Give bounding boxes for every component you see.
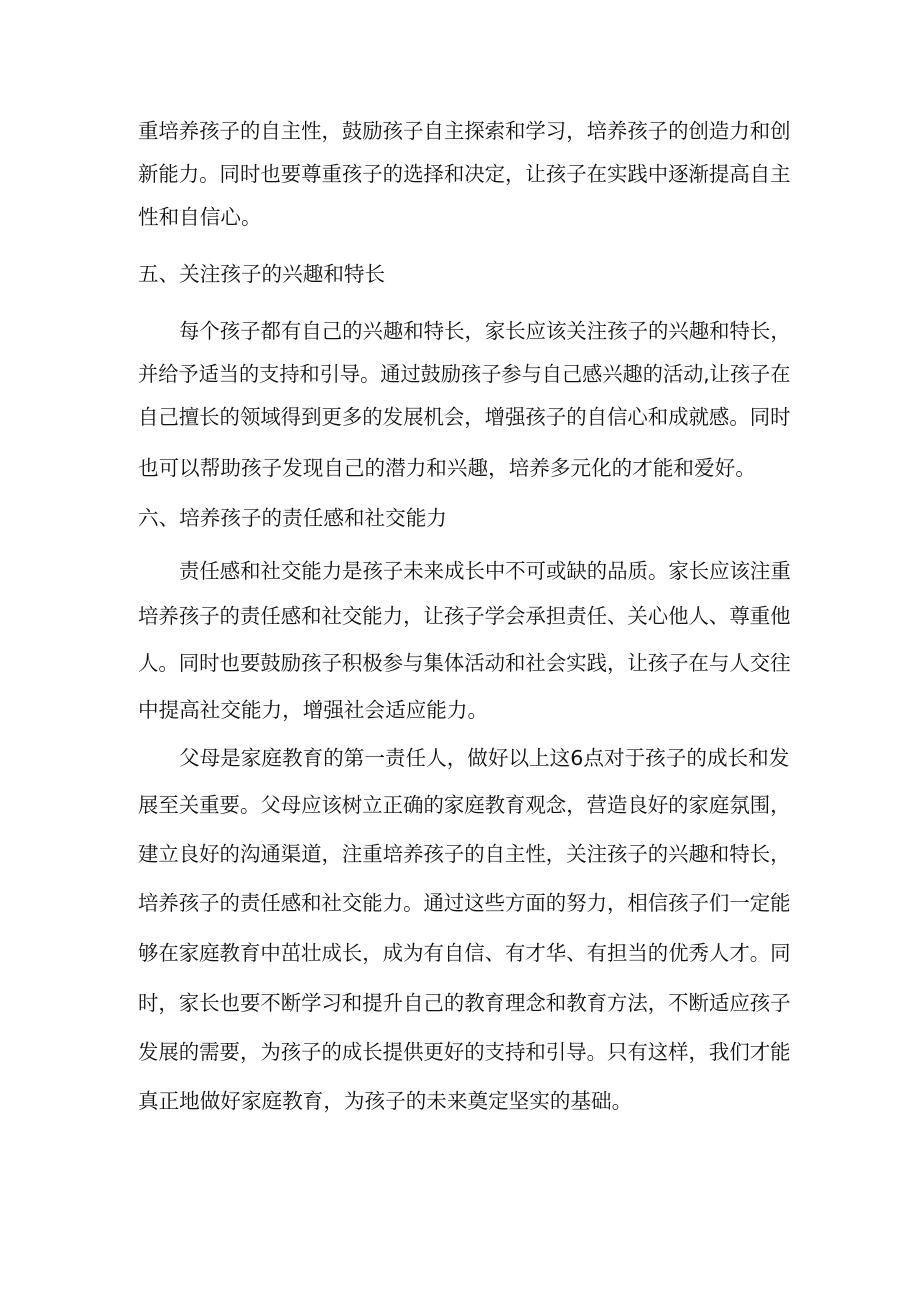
text-line: 每个孩子都有自己的兴趣和特长，家长应该关注孩子的兴趣和特长， [179, 319, 791, 343]
section-heading: 六、培养孩子的责任感和社交能力 [138, 506, 447, 530]
text-line: 时，家长也要不断学习和提升自己的教育理念和教育方法，不断适应孩子 [138, 991, 791, 1015]
text-line: 父母是家庭教育的第一责任人，做好以上这6点对于孩子的成长和发 [179, 746, 790, 770]
text-line: 人。同时也要鼓励孩子积极参与集体活动和社会实践，让孩子在与人交往 [138, 651, 791, 675]
text-line: 并给予适当的支持和引导。通过鼓励孩子参与自己感兴趣的活动,让孩子在 [138, 362, 791, 386]
text-line: 培养孩子的责任感和社交能力。通过这些方面的努力，相信孩子们一定能 [138, 891, 791, 915]
text-line: 真正地做好家庭教育，为孩子的未来奠定坚实的基础。 [138, 1089, 633, 1113]
text-line: 也可以帮助孩子发现自己的潜力和兴趣，培养多元化的才能和爱好。 [138, 456, 756, 480]
text-line: 责任感和社交能力是孩子未来成长中不可或缺的品质。家长应该注重 [179, 559, 791, 583]
text-line: 培养孩子的责任感和社交能力，让孩子学会承担责任、关心他人、尊重他 [138, 604, 791, 628]
text-line: 建立良好的沟通渠道，注重培养孩子的自主性，关注孩子的兴趣和特长， [138, 842, 791, 866]
text-line: 自己擅长的领域得到更多的发展机会，增强孩子的自信心和成就感。同时 [138, 405, 791, 429]
text-line: 中提高社交能力，增强社会适应能力。 [138, 698, 489, 722]
text-line: 够在家庭教育中茁壮成长，成为有自信、有才华、有担当的优秀人才。同 [138, 941, 791, 965]
text-line: 重培养孩子的自主性，鼓励孩子自主探索和学习，培养孩子的创造力和创 [138, 119, 791, 143]
text-line: 新能力。同时也要尊重孩子的选择和决定，让孩子在实践中逐渐提高自主 [138, 162, 791, 186]
text-line: 展至关重要。父母应该树立正确的家庭教育观念，营造良好的家庭氛围， [138, 793, 791, 817]
section-heading: 五、关注孩子的兴趣和特长 [138, 262, 386, 286]
text-line: 性和自信心。 [138, 205, 262, 229]
text-line: 发展的需要，为孩子的成长提供更好的支持和引导。只有这样，我们才能 [138, 1040, 791, 1064]
